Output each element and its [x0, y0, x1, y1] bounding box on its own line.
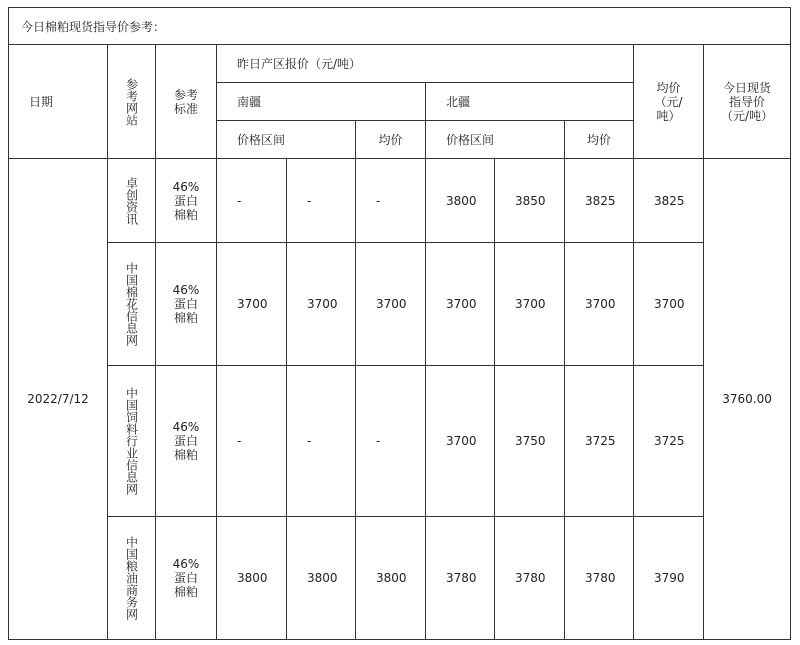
south-avg-cell: 3700: [356, 243, 426, 366]
site-text: 中国粮油商务网: [124, 536, 139, 620]
header-north: 北疆: [426, 83, 634, 121]
north-avg-cell: 3780: [565, 517, 634, 640]
standard-text: 46%蛋白棉粕: [172, 179, 200, 222]
header-north-avg: 均价: [565, 121, 634, 159]
south-avg-cell: 3800: [356, 517, 426, 640]
table-row: [9, 243, 791, 366]
table-row: [9, 366, 791, 517]
site-cell: [108, 159, 156, 243]
site-text: 中国棉花信息网: [124, 262, 139, 346]
table-title: 今日棉粕现货指导价参考：: [9, 8, 791, 45]
price-table: [8, 7, 791, 640]
header-standard-text: 参考标准: [173, 87, 198, 116]
north-low-cell: 3700: [426, 243, 495, 366]
south-low-cell: 3800: [217, 517, 287, 640]
header-site-text: 参考网站: [124, 77, 139, 126]
today-price-cell: 3760.00: [704, 159, 791, 640]
header-today-price-text: 今日现货指导价（元/吨）: [721, 80, 774, 123]
north-high-cell: 3700: [495, 243, 565, 366]
avg-cell: 3790: [634, 517, 704, 640]
south-avg-cell: -: [356, 366, 426, 517]
standard-cell: [156, 243, 217, 366]
standard-cell: [156, 366, 217, 517]
header-south-range: 价格区间: [217, 121, 356, 159]
date-cell: 2022/7/12: [9, 159, 108, 640]
header-avg-price-text: 均价（元/吨）: [654, 80, 683, 123]
north-low-cell: 3700: [426, 366, 495, 517]
south-high-cell: 3700: [287, 243, 356, 366]
standard-text: 46%蛋白棉粕: [172, 557, 200, 599]
site-cell: [108, 366, 156, 517]
south-avg-cell: -: [356, 159, 426, 243]
north-low-cell: 3780: [426, 517, 495, 640]
header-standard: [156, 45, 217, 159]
north-avg-cell: 3725: [565, 366, 634, 517]
north-low-cell: 3800: [426, 159, 495, 243]
avg-cell: 3725: [634, 366, 704, 517]
north-avg-cell: 3825: [565, 159, 634, 243]
site-text: 中国饲料行业信息网: [124, 387, 139, 495]
south-high-cell: -: [287, 366, 356, 517]
north-high-cell: 3750: [495, 366, 565, 517]
header-avg-price: [634, 45, 704, 159]
south-low-cell: -: [217, 159, 287, 243]
header-site: [108, 45, 156, 159]
site-cell: [108, 243, 156, 366]
header-date: 日期: [9, 45, 108, 159]
header-south: 南疆: [217, 83, 426, 121]
header-south-avg: 均价: [356, 121, 426, 159]
standard-text: 46%蛋白棉粕: [172, 420, 200, 462]
south-high-cell: 3800: [287, 517, 356, 640]
avg-cell: 3700: [634, 243, 704, 366]
standard-cell: [156, 517, 217, 640]
south-low-cell: -: [217, 366, 287, 517]
header-north-range: 价格区间: [426, 121, 565, 159]
standard-cell: [156, 159, 217, 243]
avg-cell: 3825: [634, 159, 704, 243]
standard-text: 46%蛋白棉粕: [172, 283, 200, 325]
site-text: 卓创资讯: [124, 176, 139, 225]
north-high-cell: 3780: [495, 517, 565, 640]
south-low-cell: 3700: [217, 243, 287, 366]
south-high-cell: -: [287, 159, 356, 243]
north-high-cell: 3850: [495, 159, 565, 243]
north-avg-cell: 3700: [565, 243, 634, 366]
header-today-price: [704, 45, 791, 159]
header-yesterday: 昨日产区报价（元/吨）: [217, 45, 634, 83]
table-row: [9, 159, 791, 243]
table-row: [9, 517, 791, 640]
site-cell: [108, 517, 156, 640]
